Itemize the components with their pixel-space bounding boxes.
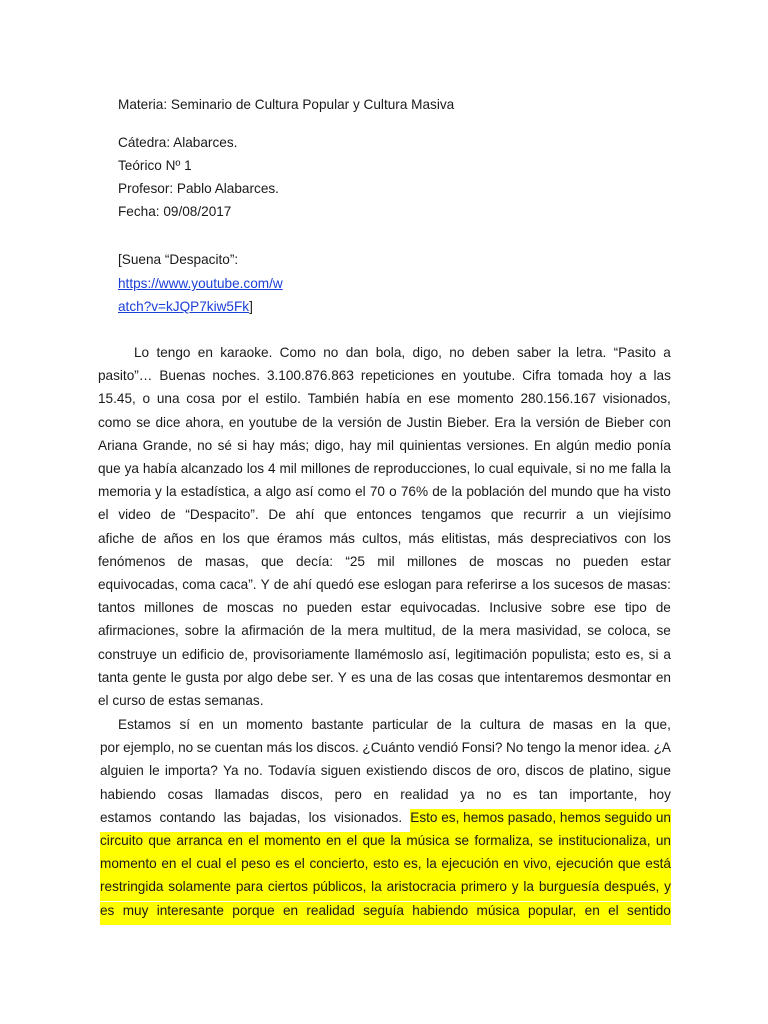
highlighted-line: es muy interesante porque en realidad seguía habiendo música popular, en el sentido	[100, 902, 671, 925]
paragraph-line: estamos contando las bajadas, los visionados. Esto es, hemos pasado, hemos seguido un	[100, 809, 671, 832]
song-note-close: ]	[249, 299, 253, 314]
professor-line: Profesor: Pablo Alabarces.	[118, 181, 279, 196]
paragraph-line: 15.45, o una cosa por el estilo. También había en ese momento 280.156.167 visionados,	[98, 391, 671, 407]
lecture-number-line: Teórico Nº 1	[118, 158, 192, 173]
paragraph-line: Lo tengo en karaoke. Como no dan bola, digo, no deben saber la letra. “Pasito a	[134, 345, 671, 360]
youtube-link[interactable]: https://www.youtube.com/w	[118, 276, 283, 291]
highlighted-line: momento en el cual el peso es el concierto, esto es, la ejecución en vivo, ejecución que está	[100, 855, 671, 878]
highlighted-line: circuito que arranca en el momento en el que la música se formaliza, se institucionaliza, un	[100, 832, 671, 855]
paragraph-line: memoria y la estadística, a algo así como el 70 o 76% de la población del mundo que ha visto	[98, 484, 671, 500]
paragraph-line: fenómenos de masas, que decía: “25 mil millones de moscas no pueden estar	[98, 553, 671, 569]
highlighted-text: Esto es, hemos pasado, hemos seguido un	[410, 809, 671, 832]
song-note: [Suena “Despacito”:	[118, 252, 239, 267]
youtube-link-part1[interactable]	[118, 275, 283, 293]
paragraph-line: que ya había alcanzado los 4 mil millones de reproducciones, lo cual equivale, si no me falla la	[98, 461, 671, 476]
paragraph-line: alguien le importa? Ya no. Todavía siguen existiendo discos de oro, discos de platino, sigue	[100, 763, 671, 779]
youtube-link-continued[interactable]: atch?v=kJQP7kiw5Fk	[118, 299, 250, 314]
paragraph-line: el video de “Despacito”. De ahí que entonces tengamos que recurrir a un viejísimo	[98, 507, 671, 523]
paragraph-line: afirmaciones, sobre la afirmación de la mera multitud, de la mera masividad, se coloca, se	[98, 623, 671, 639]
paragraph-line: por ejemplo, no se cuentan más los discos. ¿Cuánto vendió Fonsi? No tengo la menor idea. ¿A	[100, 740, 671, 756]
chair-line: Cátedra: Alabarces.	[118, 135, 238, 150]
youtube-link-part2[interactable]	[118, 298, 253, 316]
paragraph-line: pasito”… Buenas noches. 3.100.876.863 repeticiones en youtube. Cifra tomada hoy a las	[98, 368, 671, 384]
paragraph-line: Estamos sí en un momento bastante particular de la cultura de masas en la que,	[118, 717, 671, 732]
paragraph-line: tantos millones de moscas no pueden estar equivocadas. Inclusive sobre ese tipo de	[98, 600, 671, 616]
paragraph-line: tanta gente le gusta por algo debe ser. Y es una de las cosas que intentaremos desmontar en	[98, 669, 671, 685]
paragraph-line: Ariana Grande, no sé si hay más; digo, hay mil quinientas versiones. En algún medio ponía	[98, 437, 671, 453]
paragraph-line: construye un edificio de, provisoriamente llamémoslo así, legitimación populista; esto es, si a	[98, 646, 671, 662]
paragraph-line: afiche de años en los que éramos más cultos, más elitistas, más despreciativos con los	[98, 530, 671, 546]
highlighted-line: restringida solamente para ciertos públicos, la aristocracia primero y la burguesía después, y	[100, 878, 671, 901]
paragraph-line: habiendo cosas llamadas discos, pero en realidad ya no es tan importante, hoy	[100, 786, 671, 802]
subject-line: Materia: Seminario de Cultura Popular y Cultura Masiva	[118, 97, 455, 112]
paragraph-line: el curso de estas semanas.	[98, 693, 264, 708]
paragraph-line: equivocadas, coma caca”. Y de ahí quedó ese eslogan para referirse a los sucesos de masas:	[98, 577, 671, 592]
date-line: Fecha: 09/08/2017	[118, 204, 232, 219]
paragraph-line: como se dice ahora, en youtube de la versión de Justin Bieber. Era la versión de Bieber con	[98, 414, 671, 430]
